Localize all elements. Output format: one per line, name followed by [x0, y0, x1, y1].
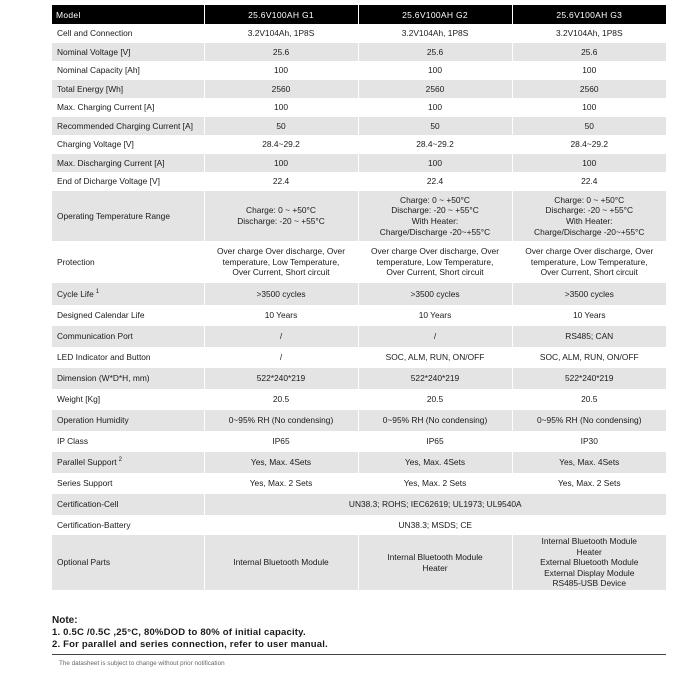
table-row — [52, 80, 666, 98]
spec-cell: 50 — [512, 117, 666, 135]
header-g2: 25.6V100AH G2 — [358, 5, 512, 24]
row-label — [52, 494, 204, 515]
cell-line: Internal Bluetooth Module — [233, 557, 329, 568]
row-label-text: Recommended Charging Current [A] — [57, 120, 193, 131]
row-label-text: Max. Discharging Current [A] — [57, 157, 165, 168]
table-header-row — [52, 5, 666, 24]
cell-line: Over Current, Short circuit — [540, 267, 638, 278]
row-label — [52, 98, 204, 117]
row-label — [52, 191, 204, 241]
footer-disclaimer: The datasheet is subject to change without prior notification — [59, 660, 225, 667]
table-row — [52, 347, 666, 368]
spec-cell: 50 — [204, 117, 358, 135]
spec-cell: IP65 — [358, 431, 512, 452]
note-2: 2. For parallel and series connection, refer to user manual. — [52, 639, 328, 650]
spec-cell: Yes, Max. 2 Sets — [512, 473, 666, 494]
row-label-text: Certification-Cell — [57, 499, 119, 510]
spec-cell: 22.4 — [512, 172, 666, 191]
cell-line: RS485-USB Device — [552, 578, 627, 589]
cell-line: Charge: 0 ~ +50°C — [246, 205, 316, 216]
spec-cell — [204, 241, 358, 283]
spec-cell: RS485; CAN — [512, 326, 666, 347]
spec-cell: 522*240*219 — [358, 368, 512, 389]
table-row — [52, 61, 666, 80]
row-label-text: End of Dicharge Voltage [V] — [57, 176, 160, 187]
row-label-text: Series Support — [57, 478, 113, 489]
row-label-text: IP Class — [57, 436, 89, 447]
spec-cell: 25.6 — [358, 43, 512, 61]
row-label — [52, 326, 204, 347]
spec-cell: 2560 — [512, 80, 666, 98]
table-row — [52, 172, 666, 191]
datasheet — [52, 5, 666, 590]
spec-cell: 100 — [358, 61, 512, 80]
table-row — [52, 535, 666, 590]
table-row — [52, 98, 666, 117]
spec-table-body — [52, 24, 666, 590]
cell-line: Charge/Discharge -20~+55°C — [534, 226, 645, 237]
spec-cell: >3500 cycles — [358, 283, 512, 305]
row-label-text: Certification-Battery — [57, 519, 131, 530]
row-label — [52, 117, 204, 135]
spec-cell: 50 — [358, 117, 512, 135]
row-label — [52, 410, 204, 431]
cell-line: Over charge Over discharge, Over — [525, 246, 654, 257]
spec-cell: 100 — [204, 98, 358, 117]
spanning-cell: UN38.3; MSDS; CE — [204, 515, 666, 535]
row-label-text: Designed Calendar Life — [57, 310, 145, 321]
spec-cell: 22.4 — [204, 172, 358, 191]
cell-line: External Display Module — [544, 567, 635, 578]
spec-cell — [358, 535, 512, 590]
table-row — [52, 473, 666, 494]
spec-cell: 10 Years — [204, 305, 358, 326]
row-label — [52, 61, 204, 80]
spec-cell: / — [204, 326, 358, 347]
spec-cell: 25.6 — [512, 43, 666, 61]
spec-cell: SOC, ALM, RUN, ON/OFF — [358, 347, 512, 368]
spec-cell: 100 — [358, 154, 512, 172]
table-row — [52, 43, 666, 61]
spec-cell: 522*240*219 — [204, 368, 358, 389]
spec-cell: 0~95% RH (No condensing) — [358, 410, 512, 431]
header-model: Model — [52, 5, 204, 24]
cell-line: temperature, Low Temperature, — [530, 256, 648, 267]
table-row — [52, 494, 666, 515]
note-1: 1. 0.5C /0.5C ,25°C, 80%DOD to 80% of initial capacity. — [52, 627, 306, 638]
cell-line: External Bluetooth Module — [540, 557, 639, 568]
table-row — [52, 431, 666, 452]
row-label — [52, 154, 204, 172]
spec-cell — [358, 191, 512, 241]
row-label — [52, 473, 204, 494]
spec-cell: IP30 — [512, 431, 666, 452]
row-label — [52, 431, 204, 452]
spec-cell: 100 — [512, 154, 666, 172]
spec-cell: Yes, Max. 2 Sets — [358, 473, 512, 494]
table-row — [52, 389, 666, 410]
row-label — [52, 283, 204, 305]
row-label-text: Communication Port — [57, 331, 133, 342]
table-row — [52, 326, 666, 347]
row-label-text: Nominal Voltage [V] — [57, 46, 131, 57]
spec-cell: / — [358, 326, 512, 347]
spec-cell: 25.6 — [204, 43, 358, 61]
cell-line: Heater — [576, 546, 602, 557]
table-row — [52, 191, 666, 241]
cell-line: Discharge: -20 ~ +55°C — [391, 205, 479, 216]
footnote-marker: 1 — [95, 288, 100, 295]
cell-line: Charge/Discharge -20~+55°C — [379, 226, 491, 237]
row-label — [52, 241, 204, 283]
row-label — [52, 515, 204, 535]
spec-cell: Yes, Max. 4Sets — [204, 452, 358, 473]
row-label-text: Max. Charging Current [A] — [57, 102, 155, 113]
spec-cell — [512, 191, 666, 241]
spec-cell: 28.4~29.2 — [358, 135, 512, 154]
spec-cell: 100 — [512, 98, 666, 117]
cell-line: Over charge Over discharge, Over — [216, 246, 345, 257]
spec-cell: 3.2V104Ah, 1P8S — [512, 24, 666, 43]
row-label-text: Nominal Capacity [Ah] — [57, 65, 140, 76]
spec-cell: 100 — [204, 61, 358, 80]
spec-cell: 2560 — [204, 80, 358, 98]
row-label — [52, 535, 204, 590]
notes-title: Note: — [52, 615, 78, 626]
table-row — [52, 135, 666, 154]
footnote-marker: 2 — [118, 457, 122, 464]
spec-cell: 100 — [204, 154, 358, 172]
spec-table — [52, 5, 666, 590]
cell-line: temperature, Low Temperature, — [222, 256, 340, 267]
row-label — [52, 43, 204, 61]
cell-line: Internal Bluetooth Module — [387, 551, 483, 562]
header-g3: 25.6V100AH G3 — [512, 5, 666, 24]
row-label — [52, 452, 204, 473]
table-row — [52, 24, 666, 43]
row-label-text: Parallel Support — [57, 457, 117, 468]
footer-divider — [52, 654, 666, 655]
table-row — [52, 515, 666, 535]
row-label — [52, 24, 204, 43]
cell-line: Discharge: -20 ~ +55°C — [545, 205, 634, 216]
cell-line: Over charge Over discharge, Over — [370, 246, 499, 257]
spec-cell: 10 Years — [512, 305, 666, 326]
cell-line: With Heater: — [565, 216, 613, 226]
table-row — [52, 241, 666, 283]
table-row — [52, 154, 666, 172]
row-label — [52, 80, 204, 98]
table-row — [52, 368, 666, 389]
cell-line: temperature, Low Temperature, — [376, 256, 494, 267]
spec-cell: SOC, ALM, RUN, ON/OFF — [512, 347, 666, 368]
table-row — [52, 283, 666, 305]
table-row — [52, 117, 666, 135]
cell-line: Over Current, Short circuit — [386, 267, 484, 278]
spec-cell: 28.4~29.2 — [204, 135, 358, 154]
spec-cell: 100 — [512, 61, 666, 80]
spec-cell: >3500 cycles — [512, 283, 666, 305]
spec-cell: 2560 — [358, 80, 512, 98]
spec-cell: 3.2V104Ah, 1P8S — [358, 24, 512, 43]
row-label — [52, 135, 204, 154]
row-label-text: Cycle Life — [57, 288, 94, 299]
row-label — [52, 347, 204, 368]
spec-cell: / — [204, 347, 358, 368]
spec-cell: IP65 — [204, 431, 358, 452]
row-label — [52, 389, 204, 410]
spec-cell: 0~95% RH (No condensing) — [204, 410, 358, 431]
row-label — [52, 172, 204, 191]
row-label — [52, 305, 204, 326]
table-row — [52, 452, 666, 473]
row-label-text: Dimension (W*D*H, mm) — [57, 373, 150, 384]
spec-cell — [512, 535, 666, 590]
spec-cell: Yes, Max. 4Sets — [358, 452, 512, 473]
spec-cell: Yes, Max. 2 Sets — [204, 473, 358, 494]
table-row — [52, 410, 666, 431]
spanning-cell: UN38.3; ROHS; IEC62619; UL1973; UL9540A — [204, 494, 666, 515]
spec-cell: 0~95% RH (No condensing) — [512, 410, 666, 431]
spec-cell — [204, 191, 358, 241]
cell-line: Charge: 0 ~ +50°C — [554, 194, 625, 205]
row-label-text: Optional Parts — [57, 557, 111, 568]
spec-cell: 28.4~29.2 — [512, 135, 666, 154]
row-label-text: Charging Voltage [V] — [57, 139, 134, 150]
row-label-text: LED Indicator and Button — [57, 352, 151, 363]
spec-cell: 10 Years — [358, 305, 512, 326]
row-label-text: Cell and Connection — [57, 28, 133, 39]
spec-cell — [358, 241, 512, 283]
spec-cell: 3.2V104Ah, 1P8S — [204, 24, 358, 43]
spec-cell: 522*240*219 — [512, 368, 666, 389]
row-label — [52, 368, 204, 389]
cell-line: Internal Bluetooth Module — [541, 536, 637, 547]
header-g1: 25.6V100AH G1 — [204, 5, 358, 24]
cell-line: Heater — [422, 562, 448, 573]
row-label-text: Operating Temperature Range — [57, 210, 170, 221]
row-label-text: Protection — [57, 256, 95, 267]
spec-cell: 20.5 — [512, 389, 666, 410]
spec-cell: Yes, Max. 4Sets — [512, 452, 666, 473]
spec-cell: >3500 cycles — [204, 283, 358, 305]
row-label-text: Total Energy [Wh] — [57, 83, 124, 94]
spec-cell: 20.5 — [204, 389, 358, 410]
spec-cell: 22.4 — [358, 172, 512, 191]
notes-section — [52, 615, 672, 651]
spec-cell — [512, 241, 666, 283]
spec-cell: 100 — [358, 98, 512, 117]
spec-cell — [204, 535, 358, 590]
row-label-text: Weight [Kg] — [57, 394, 101, 405]
cell-line: Charge: 0 ~ +50°C — [400, 194, 470, 205]
row-label-text: Operation Humidity — [57, 415, 129, 426]
cell-line: With Heater: — [411, 216, 459, 226]
cell-line: Discharge: -20 ~ +55°C — [237, 216, 325, 226]
spec-cell: 20.5 — [358, 389, 512, 410]
table-row — [52, 305, 666, 326]
cell-line: Over Current, Short circuit — [232, 267, 330, 278]
